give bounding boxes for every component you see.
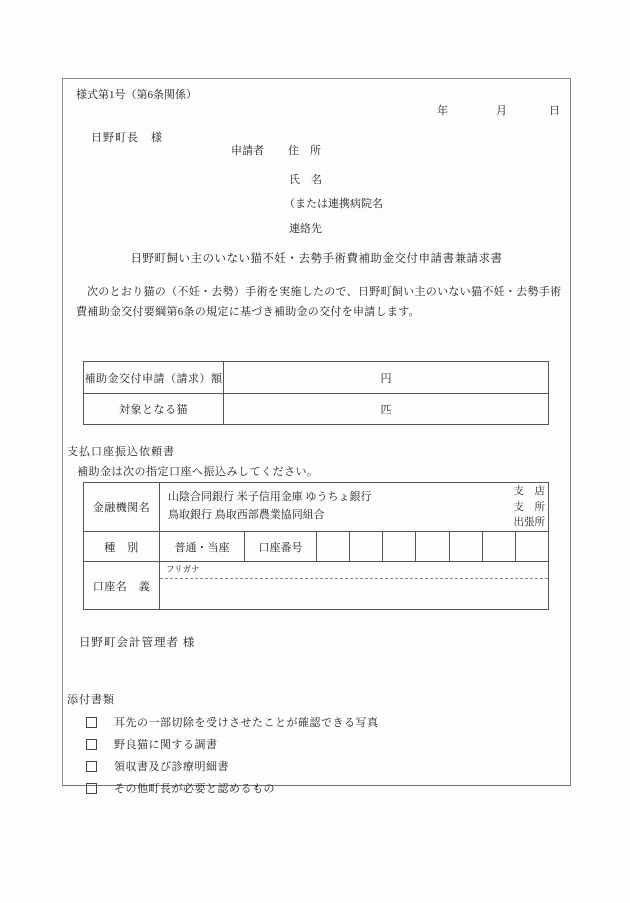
- list-item: [86, 755, 379, 777]
- target-cat-label: 対象となる猫: [84, 394, 224, 424]
- attachment-label: 領収書及び診療明細書: [114, 761, 229, 773]
- contact-label: 連絡先: [289, 223, 322, 235]
- table-row: [84, 393, 548, 424]
- form-number: 様式第1号（第6条関係）: [76, 89, 197, 101]
- amount-unit: 円: [380, 372, 392, 385]
- checkbox-icon: [86, 717, 97, 728]
- account-digit-cell: [317, 532, 350, 561]
- account-number-label: 口座番号: [245, 532, 317, 561]
- body-paragraph: 次のとおり猫の（不妊・去勢）手術を実施したので、日野町飼い主のいない猫不妊・去勢手術費補助金交付要綱第6条の規定に基づき補助金の交付を申請します。: [76, 286, 562, 318]
- name-label: 氏 名: [289, 174, 322, 186]
- form-border: [62, 78, 571, 795]
- bank-table: [83, 482, 549, 610]
- accountant-addressee: 日野町会計管理者 様: [79, 637, 196, 649]
- addressee: 日野町長 様: [91, 132, 163, 144]
- account-digit-cell: [383, 532, 416, 561]
- hospital-note: （または連携病院名: [284, 198, 383, 210]
- branch-label: 支 所: [513, 501, 545, 513]
- target-cat-unit: 匹: [380, 404, 392, 416]
- attachment-label: 耳先の一部切除を受けさせたことが確認できる写真: [114, 717, 379, 729]
- account-number-cells: [317, 532, 548, 561]
- branch-label: 出張所: [513, 517, 545, 528]
- list-item: [86, 711, 379, 733]
- attachments-heading: 添付書類: [67, 694, 115, 706]
- account-type-label: 種 別: [84, 532, 160, 561]
- payment-section-heading: 支払口座振込依頼書: [67, 446, 175, 458]
- checkbox-icon: [86, 739, 97, 750]
- institution-options: [160, 483, 548, 531]
- checkbox-icon: [86, 761, 97, 772]
- account-type-row: [84, 531, 548, 561]
- account-digit-cell: [416, 532, 449, 561]
- account-holder-row: [84, 561, 548, 609]
- institution-options-line2: 鳥取銀行 鳥取西部農業協同組合: [168, 509, 325, 521]
- amount-table: [83, 361, 549, 425]
- date-day-label: 日: [549, 105, 560, 117]
- branch-label: 支 店: [513, 486, 545, 497]
- furigana-label: フリガナ: [160, 562, 548, 579]
- amount-label: 補助金交付申請（請求）額: [84, 362, 224, 393]
- institution-label: 金融機関名: [84, 483, 160, 531]
- applicant-label: 申請者: [231, 145, 264, 157]
- checkbox-icon: [86, 783, 97, 794]
- payment-instruction: 補助金は次の指定口座へ振込みしてください。: [77, 466, 319, 478]
- date-line: [437, 104, 560, 118]
- branch-labels: [514, 484, 546, 531]
- attachment-label: 野良猫に関する調書: [114, 739, 218, 751]
- account-holder-label: 口座名 義: [84, 562, 160, 609]
- account-digit-cell: [450, 532, 483, 561]
- account-digit-cell: [350, 532, 383, 561]
- account-holder-blank: [160, 579, 548, 609]
- attachment-label: その他町長が必要と認めるもの: [114, 783, 275, 795]
- table-row: [84, 362, 548, 393]
- account-digit-cell: [516, 532, 548, 561]
- institution-options-line1: 山陰合同銀行 米子信用金庫 ゆうちょ銀行: [168, 491, 372, 503]
- account-type-options: 普通・当座: [160, 532, 245, 561]
- list-item: [86, 777, 379, 799]
- attachment-list: [86, 711, 379, 799]
- document-title: 日野町飼い主のいない猫不妊・去勢手術費補助金交付申請書兼請求書: [130, 253, 503, 265]
- account-holder-cell: [160, 562, 548, 609]
- account-digit-cell: [483, 532, 516, 561]
- date-month-label: 月: [496, 105, 507, 117]
- address-label: 住 所: [288, 145, 321, 157]
- institution-row: [84, 483, 548, 531]
- applicant-row: [231, 144, 321, 158]
- list-item: [86, 733, 379, 755]
- date-year-label: 年: [437, 105, 448, 117]
